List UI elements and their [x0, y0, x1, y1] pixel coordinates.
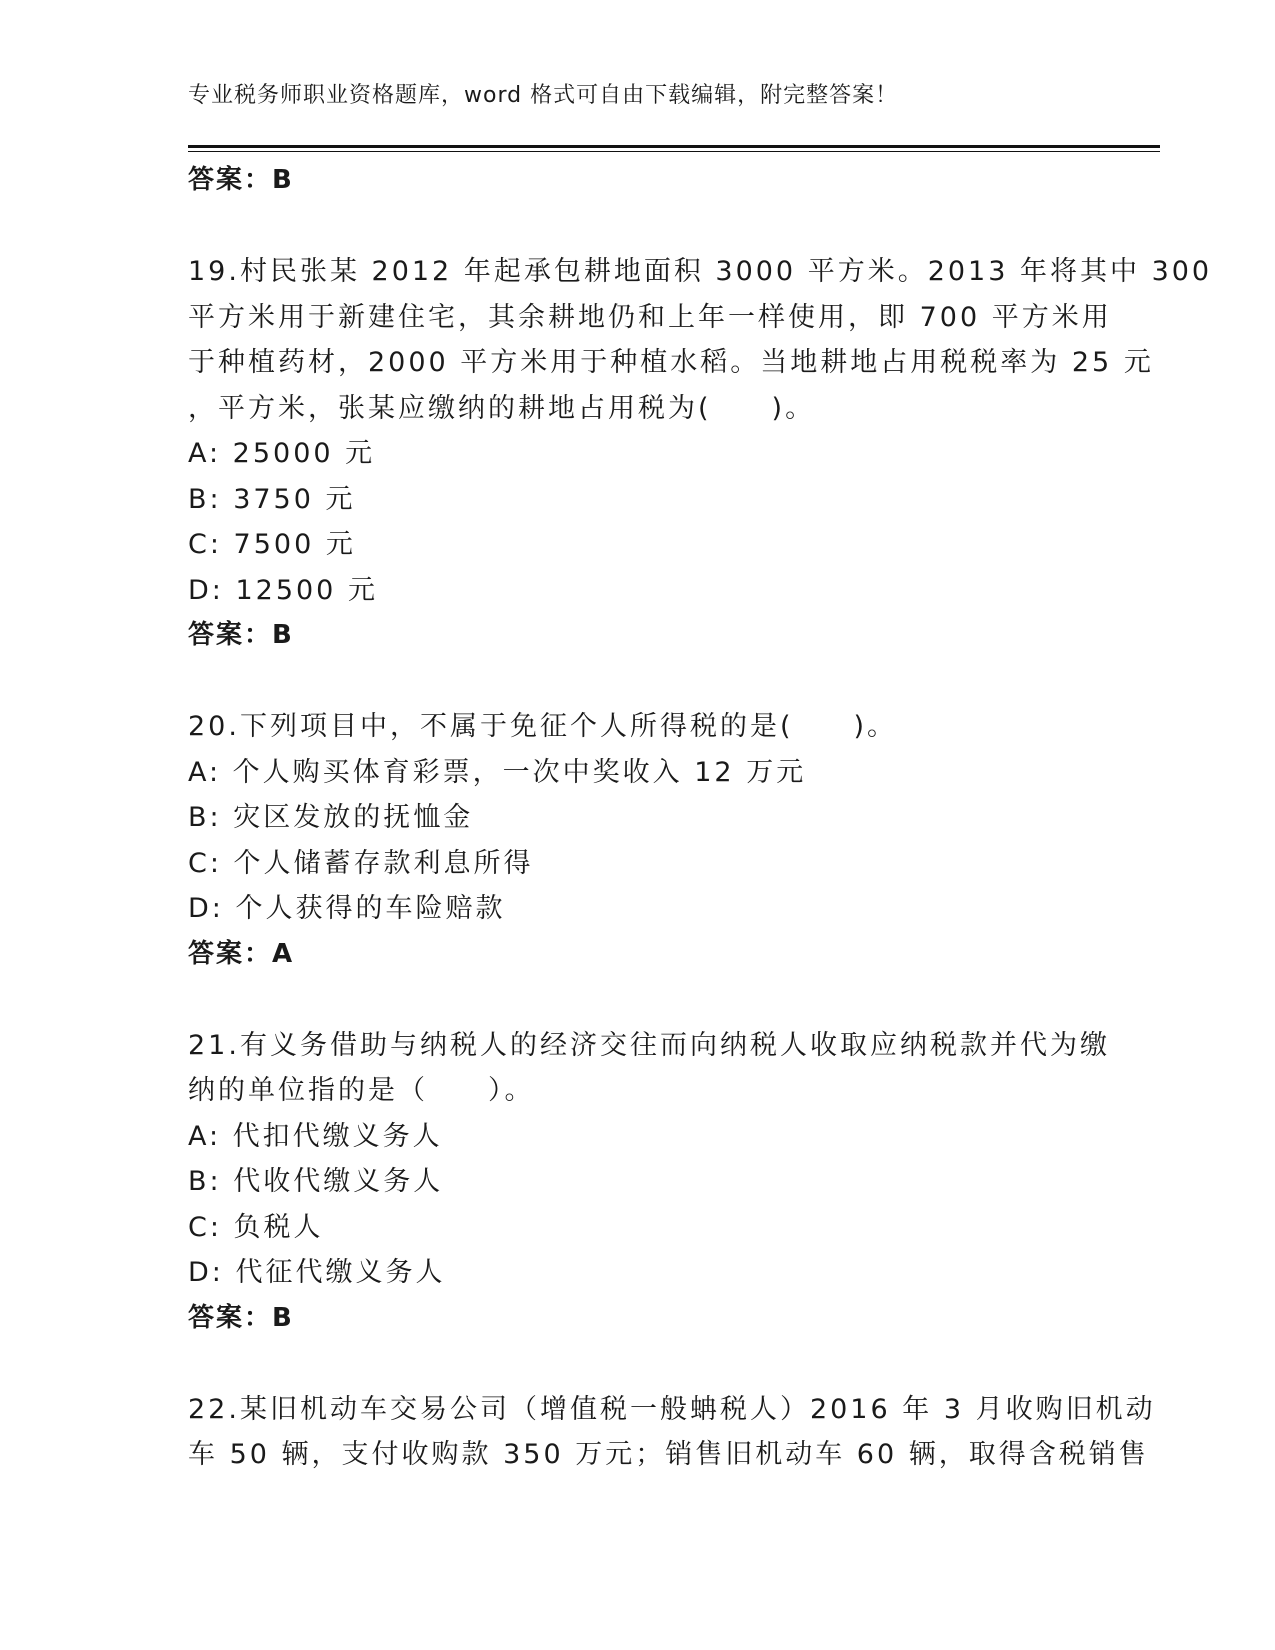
question-text-line: 20.下列项目中，不属于免征个人所得税的是( )。 — [188, 711, 898, 742]
option-c: C: 负税人 — [188, 1211, 324, 1243]
option-d: D: 12500 元 — [188, 574, 378, 606]
question-text-line: 车 50 辆，支付收购款 350 万元；销售旧机动车 60 辆，取得含税销售 — [188, 1439, 1149, 1470]
page-header: 专业税务师职业资格题库，word 格式可自由下载编辑，附完整答案！ — [188, 83, 899, 108]
answer-line: 答案：B — [188, 620, 294, 650]
option-a: A: 25000 元 — [188, 438, 376, 469]
answer-line: 答案：B — [188, 165, 294, 195]
question-block — [188, 1387, 1156, 1478]
question-text-line: ，平方米，张某应缴纳的耕地占用税为( )。 — [188, 392, 816, 424]
answer-line: 答案：B — [188, 1302, 294, 1333]
question-block — [188, 704, 1088, 977]
question-text-line: 19.村民张某 2012 年起承包耕地面积 3000 平方米。2013 年将其中 300 — [188, 256, 1213, 287]
question-block — [188, 1023, 1110, 1341]
option-b: B: 代收代缴义务人 — [188, 1166, 444, 1197]
question-block — [188, 249, 1213, 658]
option-d: D: 代征代缴义务人 — [188, 1257, 446, 1288]
header-rule-thick — [188, 145, 1160, 148]
option-a: A: 代扣代缴义务人 — [188, 1120, 443, 1152]
question-text-line: 22.某旧机动车交易公司（增值税一般蚺税人）2016 年 3 月收购旧机动 — [188, 1393, 1156, 1425]
option-b: B: 3750 元 — [188, 483, 356, 515]
question-text-line: 21.有义务借助与纳税人的经济交往而向纳税人收取应纳税款并代为缴 — [188, 1029, 1110, 1061]
option-c: C: 7500 元 — [188, 529, 356, 560]
header-rule-thin — [188, 151, 1160, 152]
question-text-line: 平方米用于新建住宅，其余耕地仍和上年一样使用，即 700 平方米用 — [188, 301, 1112, 333]
question-content — [188, 158, 1213, 1478]
option-a: A: 个人购买体育彩票，一次中奖收入 12 万元 — [188, 756, 807, 788]
answer-line: 答案：A — [188, 938, 295, 969]
question-text-line: 于种植药材，2000 平方米用于种植水稻。当地耕地占用税税率为 25 元 — [188, 347, 1154, 378]
question-text-line: 纳的单位指的是（ ）。 — [188, 1075, 535, 1106]
option-c: C: 个人储蓄存款利息所得 — [188, 847, 534, 879]
option-b: B: 灾区发放的抚恤金 — [188, 802, 474, 833]
option-d: D: 个人获得的车险赔款 — [188, 893, 506, 924]
